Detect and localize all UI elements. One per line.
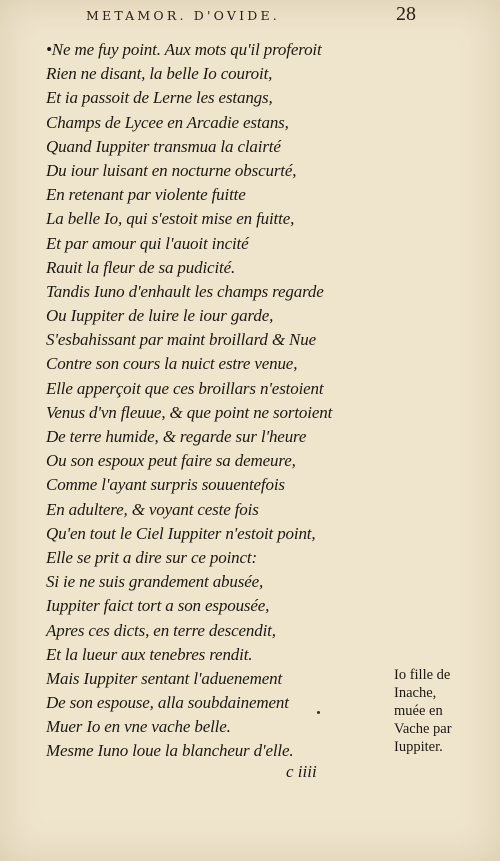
verse-text (46, 38, 386, 764)
verse-line: Elle apperçoit que ces broillars n'estoient (46, 378, 324, 398)
verse-line: En adultere, & voyant ceste fois (46, 499, 259, 519)
margin-note-line: Inache, (394, 685, 437, 701)
verse-line: Apres ces dicts, en terre descendit, (46, 620, 276, 640)
verse-line: Contre son cours la nuict estre venue, (46, 354, 298, 374)
verse-line: S'esbahissant par maint broillard & Nue (46, 330, 316, 350)
margin-note-line: muée en (394, 703, 443, 719)
verse-line: Qu'en tout le Ciel Iuppiter n'estoit point, (46, 523, 316, 543)
verse-line: Iuppiter faict tort a son espousée, (46, 596, 270, 616)
page-header (86, 4, 416, 28)
verse-line: Venus d'vn fleuue, & que point ne sortoient (46, 402, 333, 422)
verse-line: Et ia passoit de Lerne les estangs, (46, 88, 273, 108)
verse-line: Ou son espoux peut faire sa demeure, (46, 451, 296, 471)
page-number: 28 (396, 3, 416, 25)
verse-line: Du iour luisant en nocturne obscurté, (46, 160, 297, 180)
margin-note-line: Iuppiter. (394, 739, 443, 755)
verse-line: La belle Io, qui s'estoit mise en fuitte, (46, 209, 295, 229)
verse-line: En retenant par violente fuitte (46, 185, 246, 205)
verse-line: •Ne me fuy point. Aux mots qu'il proferoit (46, 40, 322, 59)
running-title: METAMOR. D'OVIDE. (86, 8, 280, 23)
verse-line: Tandis Iuno d'enhault les champs regarde (46, 281, 324, 301)
verse-line: Mesme Iuno loue la blancheur d'elle. (46, 741, 294, 761)
verse-line: Et par amour qui l'auoit incité (46, 233, 249, 253)
verse-line: Champs de Lycee en Arcadie estans, (46, 112, 289, 132)
verse-line: Comme l'ayant surpris souuentefois (46, 475, 285, 495)
verse-line: De terre humide, & regarde sur l'heure (46, 427, 307, 446)
verse-line: Muer Io en vne vache belle. (46, 717, 231, 737)
margin-note-line: Vache par (394, 721, 452, 737)
verse-line: Rauit la fleur de sa pudicité. (46, 257, 236, 277)
signature-mark: c iiii (286, 762, 317, 781)
margin-note-line: Io fille de (394, 667, 451, 683)
margin-note (394, 666, 494, 756)
verse-line: Elle se prit a dire sur ce poinct: (46, 547, 257, 567)
verse-line: Mais Iuppiter sentant l'aduenement (46, 668, 283, 688)
ink-dot (317, 711, 320, 714)
verse-line: Quand Iuppiter transmua la clairté (46, 136, 281, 156)
verse-line: Ou Iuppiter de luire le iour garde, (46, 306, 274, 326)
verse-line: De son espouse, alla soubdainement (46, 693, 289, 713)
verse-line: Si ie ne suis grandement abusée, (46, 572, 264, 592)
verse-line: Et la lueur aux tenebres rendit. (46, 644, 253, 664)
verse-line: Rien ne disant, la belle Io couroit, (46, 64, 273, 84)
